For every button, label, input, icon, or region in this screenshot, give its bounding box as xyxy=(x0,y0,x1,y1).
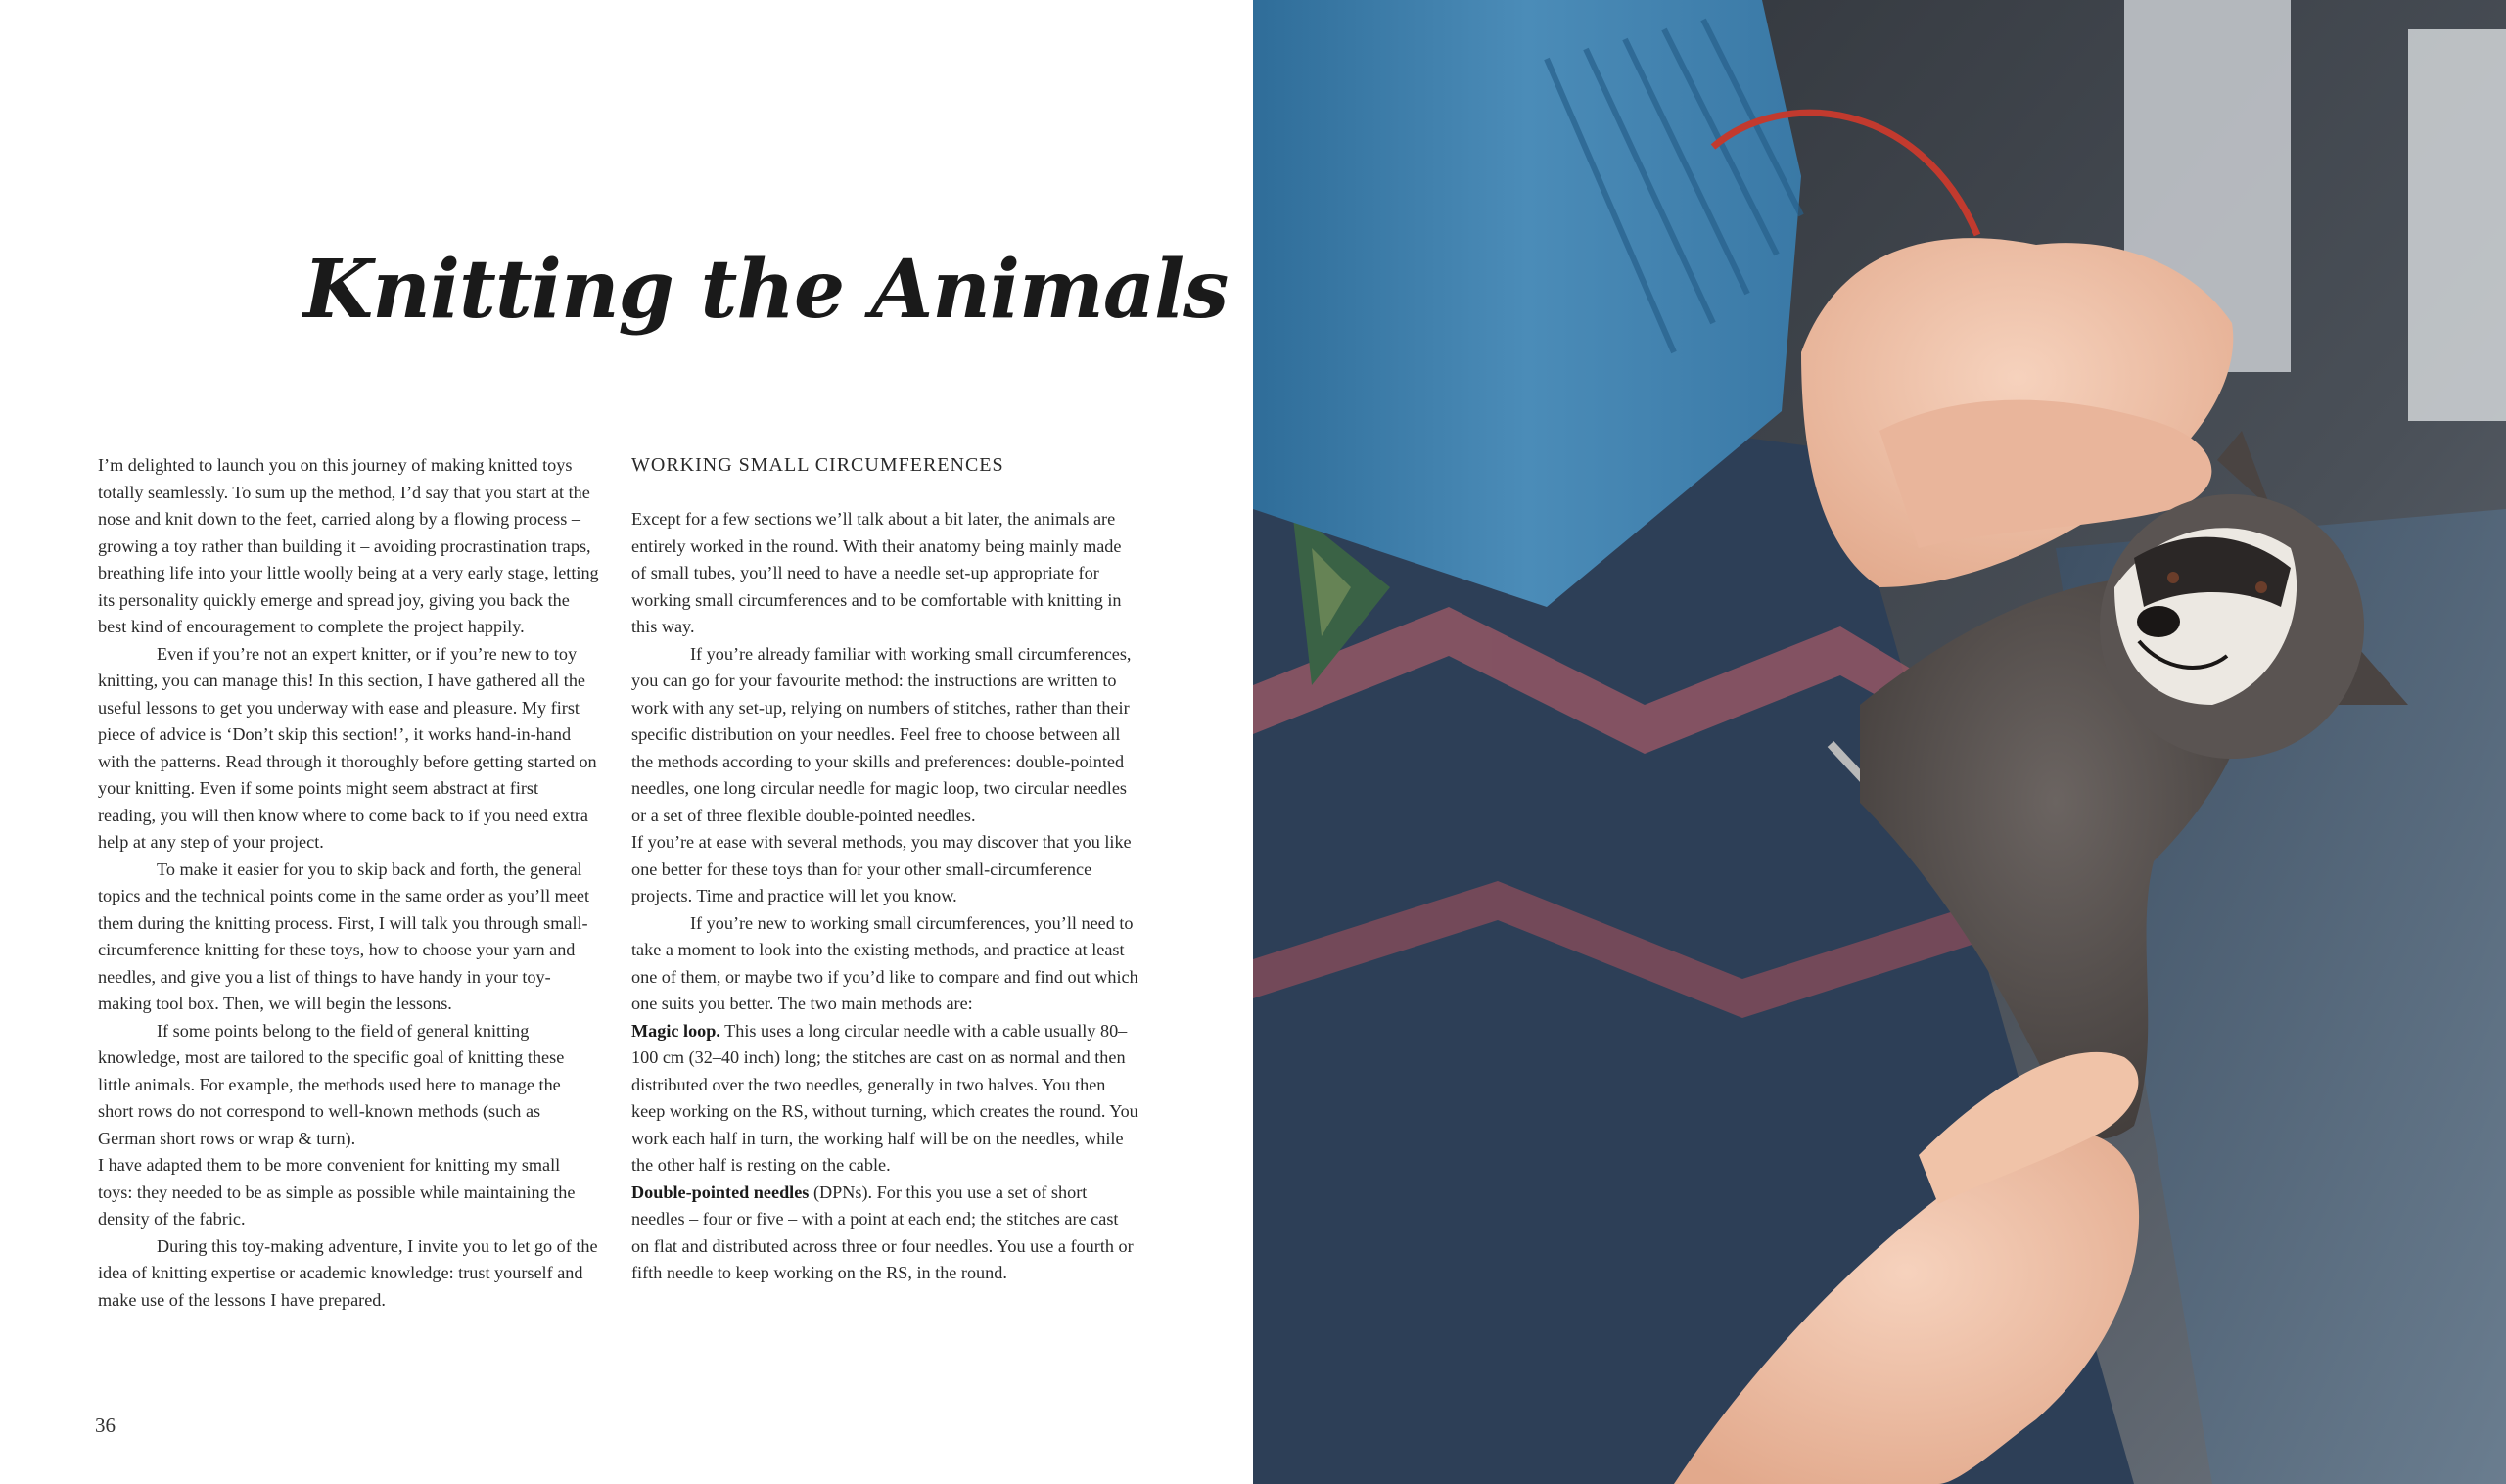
magic-loop-term: Magic loop. xyxy=(631,1020,720,1041)
background-card xyxy=(2408,29,2506,421)
paragraph: I have adapted them to be more convenient for knitting my small toys: they needed to be as simple as possible while maintaining the density of the fabric. xyxy=(98,1155,576,1229)
section-heading: WORKING SMALL CIRCUMFERENCES xyxy=(631,454,1004,476)
magic-loop-paragraph xyxy=(631,1018,1140,1180)
paragraph: During this toy-making adventure, I invite you to let go of the idea of knitting expertise or academic knowledge: trust yourself and make use of the lessons I have prepared. xyxy=(98,1235,598,1310)
magic-loop-text: This uses a long circular needle with a cable usually 80–100 cm (32–40 inch) long; the stitches are cast on as normal and then distributed over the two needles, generally in two halves. You then keep working on the RS, without turning, which creates the round. You work each half in turn, the working half will be on the needles, while the other half is resting on the cable. xyxy=(631,1020,1138,1175)
left-text-column xyxy=(98,452,599,1314)
knitting-photo xyxy=(1253,0,2506,1484)
paragraph: To make it easier for you to skip back and forth, the general topics and the technical points come in the same order as you’ll meet them during the knitting process. First, I will talk you through small-circumference knitting for these toys, how to choose your yarn and needles, and give you a list of things to have handy in your toy-making tool box. Then, we will begin the lessons. xyxy=(98,858,590,1013)
page-number: 36 xyxy=(95,1414,116,1437)
paragraph: I’m delighted to launch you on this journey of making knitted toys totally seamlessly. To sum up the method, I’d say that you start at the nose and knit down to the feet, carried along by a flowing process – growing a toy rather than building it – avoiding procrastination traps, breathing life into your little woolly being at a very early stage, letting its personality quickly emerge and spread joy, giving you back the best kind of encouragement to complete the project happily. xyxy=(98,455,599,636)
raccoon-eye xyxy=(2255,581,2267,593)
dpn-text: (DPNs). For this you use a set of short needles – four or five – with a point at each end; the stitches are cast on flat and distributed across three or four needles. You use a fourth or fifth needle to keep working on the RS, in the round. xyxy=(631,1182,1134,1282)
dpn-paragraph xyxy=(631,1180,1140,1287)
paragraph: If you’re at ease with several methods, you may discover that you like one better for these toys than for your other small-circumference projects. Time and practice will let you know. xyxy=(631,832,1132,905)
right-text-column xyxy=(631,452,1140,1287)
raccoon-nose xyxy=(2137,606,2180,637)
paragraph: If some points belong to the field of general knitting knowledge, most are tailored to the specific goal of knitting these little animals. For example, the methods used here to manage the short rows do not correspond to well-known methods (such as German short rows or wrap & turn). xyxy=(98,1020,565,1148)
paragraph: Except for a few sections we’ll talk about a bit later, the animals are entirely worked in the round. With their anatomy being mainly made of small tubes, you’ll need to have a needle set-up appropriate for working small circumferences and to be comfortable with knitting in this way. xyxy=(631,509,1122,636)
page-title: Knitting the Animals xyxy=(303,243,1229,337)
paragraph: If you’re new to working small circumferences, you’ll need to take a moment to look into the existing methods, and practice at least one of them, or maybe two if you’d like to compare and find out which one suits you better. The two main methods are: xyxy=(631,912,1138,1013)
paragraph: Even if you’re not an expert knitter, or if you’re new to toy knitting, you can manage this! In this section, I have gathered all the useful lessons to get you underway with ease and pleasure. My first piece of advice is ‘Don’t skip this section!’, it works hand-in-hand with the patterns. Read through it thoroughly before getting started on your knitting. Even if some points might seem abstract at first reading, you will then know where to come back to if you need extra help at any step of your project. xyxy=(98,643,597,852)
raccoon-eye xyxy=(2167,572,2179,583)
paragraph: If you’re already familiar with working small circumferences, you can go for your favourite method: the instructions are written to work with any set-up, relying on numbers of stitches, rather than their specific distribution on your needles. Feel free to choose between all the methods according to your skills and preferences: double-pointed needles, one long circular needle for magic loop, two circular needles or a set of three flexible double-pointed needles. xyxy=(631,643,1132,825)
dpn-term: Double-pointed needles xyxy=(631,1182,810,1202)
